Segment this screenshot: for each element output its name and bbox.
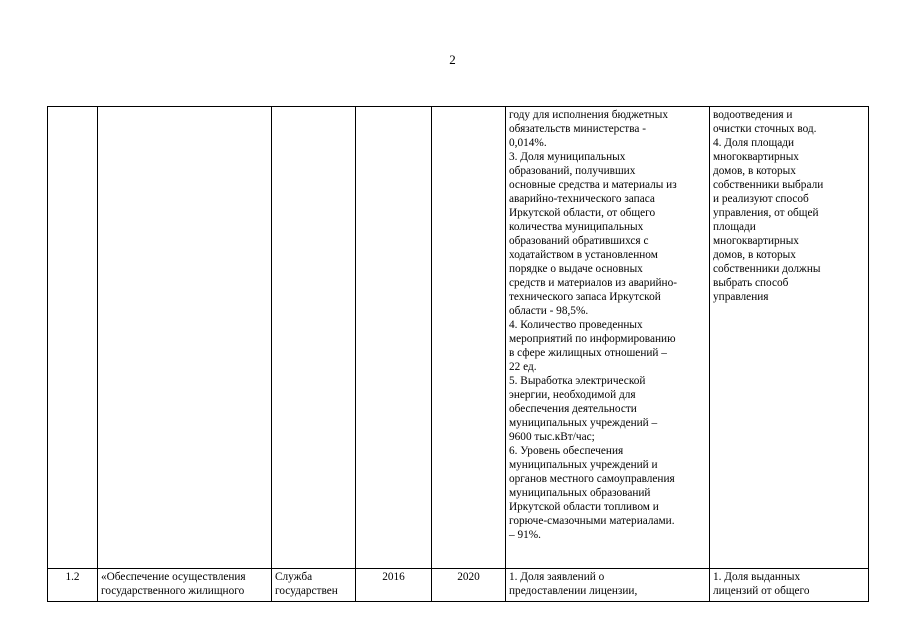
text-line: муниципальных учреждений –: [509, 417, 658, 429]
text-line: многоквартирных: [713, 235, 799, 247]
text-line: количества муниципальных: [509, 221, 644, 233]
row-number: 1.2: [65, 571, 80, 583]
text-line: ходатайством в установленном: [509, 249, 658, 261]
cell-results: [710, 107, 869, 569]
table-row: [48, 107, 869, 569]
text-line: 9600 тыс.кВт/час;: [509, 431, 595, 443]
text-line: 1. Доля заявлений о: [509, 571, 605, 583]
cell-name: [98, 569, 272, 602]
text-line: домов, в которых: [713, 165, 796, 177]
text-line: 22 ед.: [509, 361, 537, 373]
text-line: выбрать способ: [713, 277, 789, 289]
text-line: Служба: [275, 571, 313, 583]
text-line: «Обеспечение осуществления: [101, 571, 246, 583]
text-line: обеспечения деятельности: [509, 403, 637, 415]
text-line: в сфере жилищных отношений –: [509, 347, 667, 359]
cell-end-year: [432, 107, 506, 569]
cell-end-year: [432, 569, 506, 602]
text-line: 4. Доля площади: [713, 137, 794, 149]
text-line: 4. Количество проведенных: [509, 319, 643, 331]
text-line: горюче-смазочными материалами.: [509, 515, 675, 527]
text-line: собственники выбрали: [713, 179, 824, 191]
cell-start-year: [356, 569, 432, 602]
text-line: аварийно-технического запаса: [509, 193, 655, 205]
text-line: лицензий от общего: [713, 585, 810, 597]
text-line: государственного жилищного: [101, 585, 245, 597]
text-line: 6. Уровень обеспечения: [509, 445, 624, 457]
program-table: [47, 106, 869, 602]
text-line: собственники должны: [713, 263, 821, 275]
page-number: 2: [449, 52, 456, 67]
cell-start-year: [356, 107, 432, 569]
table-row: [48, 569, 869, 602]
text-line: образований обратившихся с: [509, 235, 649, 247]
text-line: образований, получивших: [509, 165, 636, 177]
text-line: 0,014%.: [509, 137, 547, 149]
text-line: домов, в которых: [713, 249, 796, 261]
text-line: – 91%.: [509, 529, 542, 541]
text-line: технического запаса Иркутской: [509, 291, 661, 303]
start-year: 2016: [382, 571, 405, 583]
text-line: году для исполнения бюджетных: [509, 109, 668, 121]
text-line: 5. Выработка электрической: [509, 375, 646, 387]
text-line: области - 98,5%.: [509, 305, 589, 317]
text-line: водоотведения и: [713, 109, 793, 121]
end-year: 2020: [457, 571, 480, 583]
text-line: государствен: [275, 585, 338, 597]
text-line: Иркутской области, от общего: [509, 207, 656, 219]
cell-name: [98, 107, 272, 569]
text-line: основные средства и материалы из: [509, 179, 677, 191]
text-line: средств и материалов из аварийно-: [509, 277, 677, 289]
cell-target-indicators: [506, 569, 710, 602]
cell-executor: [272, 569, 356, 602]
text-line: мероприятий по информированию: [509, 333, 676, 345]
text-line: муниципальных учреждений и: [509, 459, 658, 471]
cell-results: [710, 569, 869, 602]
text-line: очистки сточных вод.: [713, 123, 817, 135]
cell-executor: [272, 107, 356, 569]
text-line: многоквартирных: [713, 151, 799, 163]
text-line: предоставлении лицензии,: [509, 585, 638, 597]
text-line: площади: [713, 221, 756, 233]
text-line: управления: [713, 291, 769, 303]
text-line: обязательств министерства -: [509, 123, 646, 135]
cell-number: [48, 569, 98, 602]
text-line: муниципальных образований: [509, 487, 651, 499]
text-line: органов местного самоуправления: [509, 473, 675, 485]
cell-number: [48, 107, 98, 569]
text-line: Иркутской области топливом и: [509, 501, 659, 513]
text-line: энергии, необходимой для: [509, 389, 636, 401]
text-line: порядке о выдаче основных: [509, 263, 643, 275]
text-line: 1. Доля выданных: [713, 571, 801, 583]
text-line: управления, от общей: [713, 207, 819, 219]
cell-target-indicators: [506, 107, 710, 569]
text-line: 3. Доля муниципальных: [509, 151, 626, 163]
text-line: и реализуют способ: [713, 193, 809, 205]
